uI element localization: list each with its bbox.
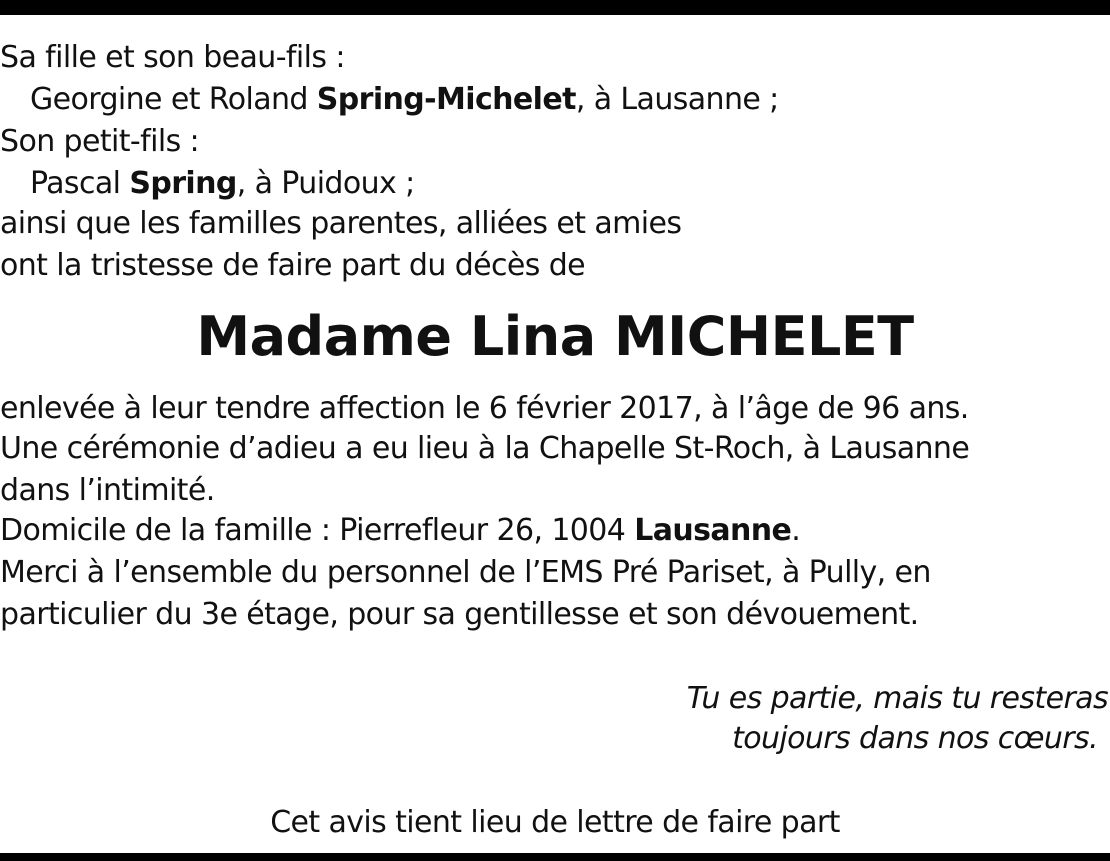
daughter-place: , à Lausanne ; bbox=[575, 82, 779, 117]
daughter-first-names: Georgine et Roland bbox=[30, 82, 317, 117]
announcement-text: ont la tristesse de faire part du décès de bbox=[0, 248, 586, 283]
ceremony-text: Une cérémonie d’adieu a eu lieu à la Chapelle St-Roch, à Lausanne bbox=[0, 431, 970, 466]
thanks-text-1: Merci à l’ensemble du personnel de l’EMS Pré Pariset, à Pully, en bbox=[0, 555, 931, 590]
deceased-name: Madame Lina MICHELET bbox=[196, 305, 914, 368]
domicile-line bbox=[0, 510, 800, 552]
relatives-text: ainsi que les familles parentes, alliées et amies bbox=[0, 206, 682, 241]
grandson-heading-text: Son petit-fils : bbox=[0, 124, 200, 159]
ceremony-intimacy-text: dans l’intimité. bbox=[0, 473, 215, 508]
quote-line-2: toujours dans nos cœurs. bbox=[732, 721, 1098, 756]
footer-notice: Cet avis tient lieu de lettre de faire part bbox=[270, 805, 840, 840]
thanks-line-2 bbox=[0, 594, 919, 636]
announcement-line bbox=[0, 245, 585, 287]
daughter-heading-text: Sa fille et son beau-fils : bbox=[0, 40, 345, 75]
passing-date-text: enlevée à leur tendre affection le 6 février 2017, à l’âge de 96 ans. bbox=[0, 391, 969, 426]
daughter-names-line bbox=[30, 79, 779, 121]
top-border-rule bbox=[0, 0, 1110, 15]
daughter-heading bbox=[0, 37, 345, 79]
details-line-2 bbox=[0, 428, 969, 470]
domicile-city: Lausanne bbox=[634, 513, 792, 548]
grandson-first-name: Pascal bbox=[30, 166, 130, 201]
details-line-1 bbox=[0, 388, 969, 430]
thanks-text-2: particulier du 3e étage, pour sa gentillesse et son dévouement. bbox=[0, 597, 919, 632]
thanks-line-1 bbox=[0, 552, 931, 594]
relatives-line bbox=[0, 203, 681, 245]
grandson-heading bbox=[0, 121, 199, 163]
quote-line-1: Tu es partie, mais tu resteras bbox=[686, 681, 1108, 716]
details-line-3 bbox=[0, 470, 215, 512]
grandson-name-line bbox=[30, 163, 415, 205]
domicile-address: Domicile de la famille : Pierrefleur 26, 1004 bbox=[0, 513, 635, 548]
bottom-border-rule bbox=[0, 853, 1110, 861]
domicile-period: . bbox=[791, 513, 801, 548]
grandson-surname: Spring bbox=[129, 166, 237, 201]
grandson-place: , à Puidoux ; bbox=[236, 166, 415, 201]
daughter-surname: Spring-Michelet bbox=[316, 82, 576, 117]
